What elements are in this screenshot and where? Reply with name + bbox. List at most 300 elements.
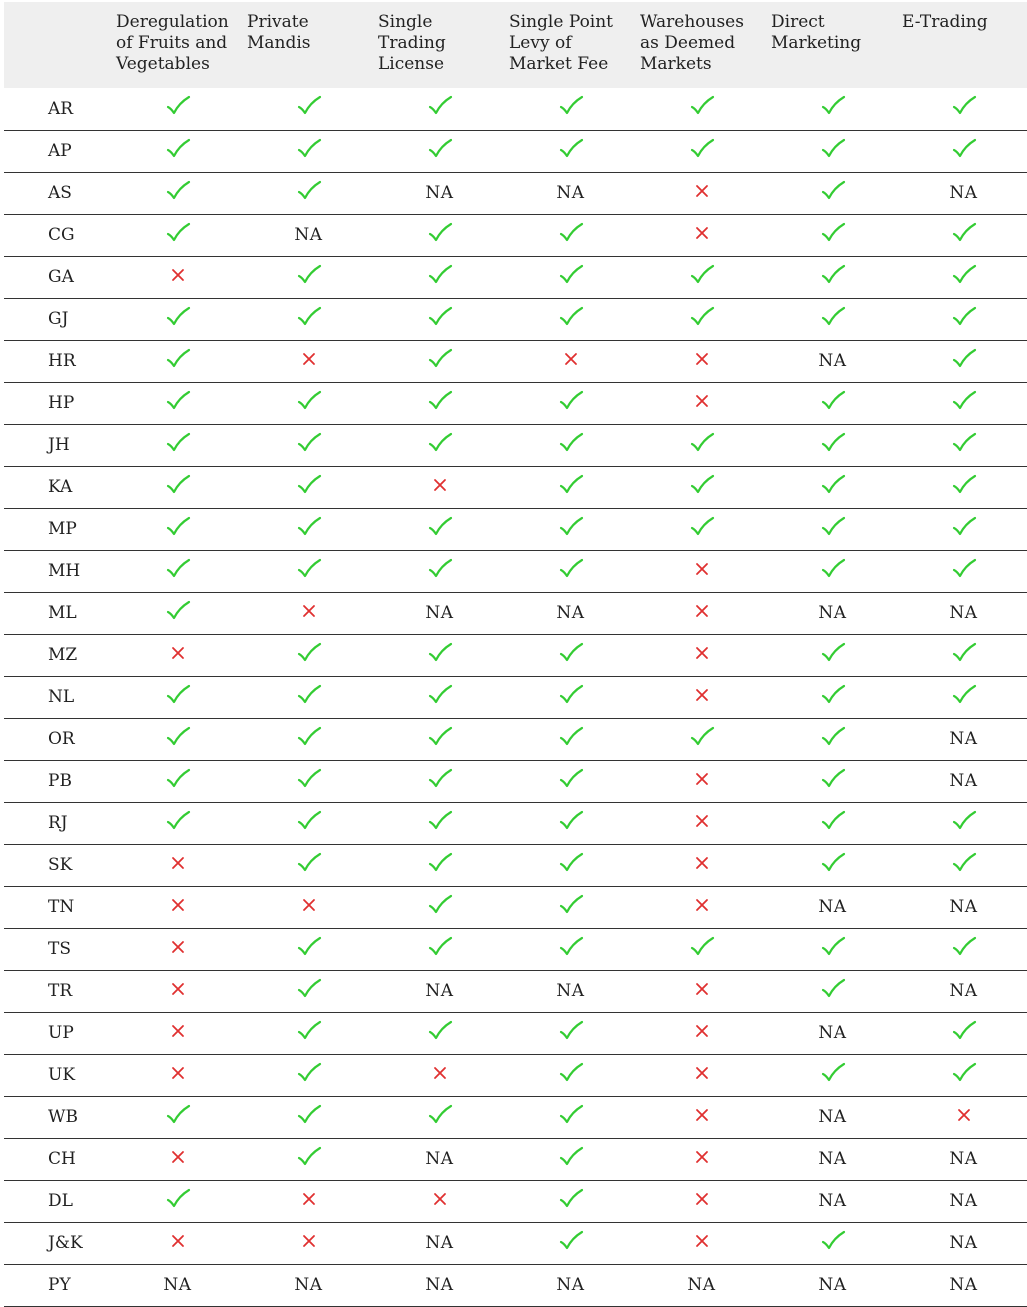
table-row bbox=[4, 634, 1027, 676]
status-cell bbox=[374, 382, 505, 424]
cross-icon bbox=[689, 600, 715, 622]
status-cell bbox=[505, 1054, 636, 1096]
status-cell bbox=[898, 550, 1027, 592]
status-cell bbox=[505, 718, 636, 760]
table-row bbox=[4, 1264, 1027, 1306]
check-icon bbox=[820, 516, 846, 538]
status-cell bbox=[636, 88, 767, 130]
na-label: NA bbox=[818, 1275, 847, 1295]
check-icon bbox=[951, 432, 977, 454]
check-icon bbox=[951, 516, 977, 538]
status-cell bbox=[505, 1264, 636, 1306]
na-label: NA bbox=[949, 1149, 978, 1169]
status-cell bbox=[243, 214, 374, 256]
na-label: NA bbox=[163, 1275, 192, 1295]
status-cell bbox=[505, 760, 636, 802]
cross-icon bbox=[689, 1020, 715, 1042]
na-label: NA bbox=[425, 1149, 454, 1169]
status-cell bbox=[898, 382, 1027, 424]
check-icon bbox=[689, 138, 715, 160]
status-cell bbox=[112, 88, 243, 130]
cross-icon bbox=[689, 1104, 715, 1126]
na-label: NA bbox=[425, 981, 454, 1001]
check-icon bbox=[558, 558, 584, 580]
check-icon bbox=[427, 810, 453, 832]
check-icon bbox=[820, 180, 846, 202]
status-cell bbox=[505, 382, 636, 424]
check-icon bbox=[951, 684, 977, 706]
status-cell bbox=[898, 424, 1027, 466]
status-cell bbox=[767, 970, 898, 1012]
na-label: NA bbox=[556, 183, 585, 203]
check-icon bbox=[296, 516, 322, 538]
status-cell bbox=[767, 928, 898, 970]
check-icon bbox=[558, 1188, 584, 1210]
check-icon bbox=[296, 936, 322, 958]
status-cell bbox=[505, 1222, 636, 1264]
status-cell bbox=[767, 1012, 898, 1054]
status-cell bbox=[374, 466, 505, 508]
status-cell bbox=[505, 1096, 636, 1138]
check-icon bbox=[296, 180, 322, 202]
state-code-cell: MH bbox=[48, 561, 81, 581]
status-cell bbox=[374, 1138, 505, 1180]
check-icon bbox=[558, 306, 584, 328]
check-icon bbox=[558, 726, 584, 748]
status-cell bbox=[243, 382, 374, 424]
status-cell bbox=[243, 1012, 374, 1054]
na-label: NA bbox=[818, 603, 847, 623]
cross-icon bbox=[689, 1062, 715, 1084]
check-icon bbox=[820, 810, 846, 832]
table-row bbox=[4, 1096, 1027, 1138]
check-icon bbox=[951, 1020, 977, 1042]
na-label: NA bbox=[818, 897, 847, 917]
status-cell bbox=[767, 718, 898, 760]
na-label: NA bbox=[818, 1149, 847, 1169]
status-cell bbox=[898, 760, 1027, 802]
status-cell bbox=[767, 1264, 898, 1306]
status-cell bbox=[243, 88, 374, 130]
check-icon bbox=[558, 95, 584, 117]
na-label: NA bbox=[949, 1233, 978, 1253]
status-cell bbox=[243, 1054, 374, 1096]
status-cell bbox=[767, 886, 898, 928]
check-icon bbox=[427, 1020, 453, 1042]
status-cell bbox=[243, 1264, 374, 1306]
check-icon bbox=[689, 432, 715, 454]
check-icon bbox=[427, 348, 453, 370]
cross-icon bbox=[296, 1188, 322, 1210]
state-code-cell: J&K bbox=[48, 1233, 83, 1253]
status-cell bbox=[767, 760, 898, 802]
status-cell bbox=[898, 1180, 1027, 1222]
check-icon bbox=[427, 264, 453, 286]
check-icon bbox=[558, 1062, 584, 1084]
status-cell bbox=[767, 340, 898, 382]
check-icon bbox=[820, 978, 846, 1000]
status-cell bbox=[505, 508, 636, 550]
check-icon bbox=[165, 684, 191, 706]
state-code-cell: SK bbox=[48, 855, 73, 875]
status-cell bbox=[243, 172, 374, 214]
state-code-cell: DL bbox=[48, 1191, 73, 1211]
status-cell bbox=[374, 298, 505, 340]
status-cell bbox=[112, 466, 243, 508]
status-cell bbox=[112, 676, 243, 718]
status-cell bbox=[374, 130, 505, 172]
header-cell-private-mandis: Private Mandis bbox=[247, 12, 311, 53]
cross-icon bbox=[296, 1230, 322, 1252]
status-cell bbox=[767, 130, 898, 172]
check-icon bbox=[558, 474, 584, 496]
status-cell bbox=[767, 1138, 898, 1180]
status-cell bbox=[505, 550, 636, 592]
status-cell bbox=[898, 88, 1027, 130]
check-icon bbox=[558, 810, 584, 832]
cross-icon bbox=[165, 894, 191, 916]
check-icon bbox=[951, 95, 977, 117]
na-label: NA bbox=[818, 351, 847, 371]
status-cell bbox=[767, 802, 898, 844]
status-cell bbox=[374, 1180, 505, 1222]
na-label: NA bbox=[949, 771, 978, 791]
status-cell bbox=[112, 214, 243, 256]
status-cell bbox=[112, 592, 243, 634]
status-cell bbox=[374, 886, 505, 928]
status-cell bbox=[636, 1096, 767, 1138]
check-icon bbox=[558, 894, 584, 916]
status-cell bbox=[374, 970, 505, 1012]
status-cell bbox=[374, 1012, 505, 1054]
status-cell bbox=[636, 1138, 767, 1180]
cross-icon bbox=[689, 894, 715, 916]
status-cell bbox=[505, 424, 636, 466]
status-cell bbox=[898, 676, 1027, 718]
na-label: NA bbox=[425, 603, 454, 623]
state-code-cell: PY bbox=[48, 1275, 71, 1295]
status-cell bbox=[112, 172, 243, 214]
cross-icon bbox=[427, 474, 453, 496]
check-icon bbox=[165, 810, 191, 832]
check-icon bbox=[165, 432, 191, 454]
status-cell bbox=[898, 130, 1027, 172]
status-cell bbox=[243, 760, 374, 802]
check-icon bbox=[820, 390, 846, 412]
table-row bbox=[4, 550, 1027, 592]
status-cell bbox=[767, 256, 898, 298]
state-code-cell: UK bbox=[48, 1065, 76, 1085]
status-cell bbox=[243, 256, 374, 298]
check-icon bbox=[427, 390, 453, 412]
status-cell bbox=[767, 1222, 898, 1264]
table-row bbox=[4, 592, 1027, 634]
cross-icon bbox=[689, 642, 715, 664]
table-row bbox=[4, 340, 1027, 382]
check-icon bbox=[427, 684, 453, 706]
status-cell bbox=[505, 928, 636, 970]
status-cell bbox=[505, 298, 636, 340]
check-icon bbox=[427, 936, 453, 958]
state-code-cell: AS bbox=[48, 183, 72, 203]
cross-icon bbox=[689, 1146, 715, 1168]
check-icon bbox=[558, 516, 584, 538]
cross-icon bbox=[165, 642, 191, 664]
reforms-table-page bbox=[4, 2, 1025, 1307]
check-icon bbox=[296, 390, 322, 412]
state-code-cell: CH bbox=[48, 1149, 76, 1169]
reforms-table bbox=[4, 2, 1027, 1307]
check-icon bbox=[296, 1146, 322, 1168]
status-cell bbox=[636, 382, 767, 424]
check-icon bbox=[558, 222, 584, 244]
check-icon bbox=[165, 306, 191, 328]
status-cell bbox=[636, 1054, 767, 1096]
check-icon bbox=[820, 474, 846, 496]
check-icon bbox=[558, 1146, 584, 1168]
check-icon bbox=[165, 600, 191, 622]
check-icon bbox=[951, 642, 977, 664]
cross-icon bbox=[689, 222, 715, 244]
header-row bbox=[4, 2, 1027, 88]
check-icon bbox=[689, 264, 715, 286]
status-cell bbox=[243, 550, 374, 592]
state-code-cell: MP bbox=[48, 519, 77, 539]
status-cell bbox=[243, 1222, 374, 1264]
cross-icon bbox=[427, 1062, 453, 1084]
na-label: NA bbox=[949, 729, 978, 749]
status-cell bbox=[636, 172, 767, 214]
check-icon bbox=[165, 390, 191, 412]
na-label: NA bbox=[949, 1275, 978, 1295]
status-cell bbox=[636, 928, 767, 970]
status-cell bbox=[898, 214, 1027, 256]
check-icon bbox=[165, 222, 191, 244]
check-icon bbox=[820, 432, 846, 454]
status-cell bbox=[636, 634, 767, 676]
check-icon bbox=[427, 222, 453, 244]
check-icon bbox=[820, 852, 846, 874]
status-cell bbox=[112, 1096, 243, 1138]
cross-icon bbox=[558, 348, 584, 370]
check-icon bbox=[820, 726, 846, 748]
status-cell bbox=[243, 508, 374, 550]
check-icon bbox=[820, 936, 846, 958]
header-cell-single-trading-license: Single Trading License bbox=[378, 12, 446, 74]
state-code-cell: GJ bbox=[48, 309, 69, 329]
status-cell bbox=[767, 214, 898, 256]
check-icon bbox=[165, 516, 191, 538]
check-icon bbox=[296, 1104, 322, 1126]
na-label: NA bbox=[949, 897, 978, 917]
check-icon bbox=[165, 1188, 191, 1210]
header-cell-e-trading: E-Trading bbox=[902, 12, 988, 32]
status-cell bbox=[898, 1264, 1027, 1306]
check-icon bbox=[427, 768, 453, 790]
table-row bbox=[4, 382, 1027, 424]
table-row bbox=[4, 1012, 1027, 1054]
cross-icon bbox=[165, 1062, 191, 1084]
status-cell bbox=[898, 1096, 1027, 1138]
status-cell bbox=[898, 928, 1027, 970]
check-icon bbox=[951, 558, 977, 580]
table-row bbox=[4, 88, 1027, 130]
cross-icon bbox=[296, 600, 322, 622]
check-icon bbox=[558, 642, 584, 664]
check-icon bbox=[689, 95, 715, 117]
status-cell bbox=[636, 340, 767, 382]
cross-icon bbox=[689, 390, 715, 412]
status-cell bbox=[243, 676, 374, 718]
check-icon bbox=[558, 264, 584, 286]
check-icon bbox=[951, 138, 977, 160]
na-label: NA bbox=[949, 603, 978, 623]
check-icon bbox=[427, 306, 453, 328]
status-cell bbox=[243, 718, 374, 760]
cross-icon bbox=[296, 348, 322, 370]
status-cell bbox=[898, 172, 1027, 214]
status-cell bbox=[112, 298, 243, 340]
status-cell bbox=[636, 970, 767, 1012]
status-cell bbox=[505, 970, 636, 1012]
status-cell bbox=[243, 424, 374, 466]
check-icon bbox=[427, 726, 453, 748]
status-cell bbox=[112, 1180, 243, 1222]
check-icon bbox=[296, 726, 322, 748]
table-row bbox=[4, 1138, 1027, 1180]
table-row bbox=[4, 1180, 1027, 1222]
na-label: NA bbox=[949, 183, 978, 203]
check-icon bbox=[296, 768, 322, 790]
status-cell bbox=[374, 256, 505, 298]
status-cell bbox=[767, 172, 898, 214]
table-row bbox=[4, 424, 1027, 466]
check-icon bbox=[165, 726, 191, 748]
status-cell bbox=[767, 298, 898, 340]
table-row bbox=[4, 214, 1027, 256]
table-row bbox=[4, 676, 1027, 718]
status-cell bbox=[898, 718, 1027, 760]
status-cell bbox=[636, 844, 767, 886]
status-cell bbox=[374, 1096, 505, 1138]
status-cell bbox=[898, 508, 1027, 550]
na-label: NA bbox=[818, 1107, 847, 1127]
cross-icon bbox=[165, 852, 191, 874]
cross-icon bbox=[165, 264, 191, 286]
table-row bbox=[4, 928, 1027, 970]
status-cell bbox=[636, 298, 767, 340]
status-cell bbox=[374, 760, 505, 802]
status-cell bbox=[636, 592, 767, 634]
status-cell bbox=[112, 424, 243, 466]
header-cell-warehouses: Warehouses as Deemed Markets bbox=[640, 12, 744, 74]
check-icon bbox=[165, 138, 191, 160]
status-cell bbox=[243, 466, 374, 508]
status-cell bbox=[112, 1138, 243, 1180]
check-icon bbox=[820, 558, 846, 580]
na-label: NA bbox=[818, 1191, 847, 1211]
status-cell bbox=[243, 970, 374, 1012]
state-code-cell: AP bbox=[48, 141, 72, 161]
table-body bbox=[4, 88, 1027, 1306]
status-cell bbox=[243, 928, 374, 970]
status-cell bbox=[505, 802, 636, 844]
status-cell bbox=[898, 1138, 1027, 1180]
cross-icon bbox=[165, 936, 191, 958]
status-cell bbox=[112, 634, 243, 676]
check-icon bbox=[689, 936, 715, 958]
status-cell bbox=[112, 1012, 243, 1054]
check-icon bbox=[689, 474, 715, 496]
status-cell bbox=[505, 130, 636, 172]
status-cell bbox=[505, 592, 636, 634]
status-cell bbox=[374, 1264, 505, 1306]
status-cell bbox=[898, 466, 1027, 508]
check-icon bbox=[165, 768, 191, 790]
na-label: NA bbox=[556, 1275, 585, 1295]
check-icon bbox=[296, 138, 322, 160]
table-row bbox=[4, 886, 1027, 928]
status-cell bbox=[243, 1180, 374, 1222]
na-label: NA bbox=[425, 1233, 454, 1253]
status-cell bbox=[243, 1096, 374, 1138]
status-cell bbox=[767, 1096, 898, 1138]
status-cell bbox=[898, 592, 1027, 634]
status-cell bbox=[767, 382, 898, 424]
status-cell bbox=[636, 466, 767, 508]
cross-icon bbox=[689, 684, 715, 706]
status-cell bbox=[112, 1222, 243, 1264]
state-code-cell: MZ bbox=[48, 645, 78, 665]
state-code-cell: ML bbox=[48, 603, 77, 623]
check-icon bbox=[165, 1104, 191, 1126]
check-icon bbox=[820, 264, 846, 286]
check-icon bbox=[820, 222, 846, 244]
state-code-cell: AR bbox=[48, 98, 74, 119]
cross-icon bbox=[165, 978, 191, 1000]
na-label: NA bbox=[556, 981, 585, 1001]
status-cell bbox=[243, 592, 374, 634]
status-cell bbox=[636, 1264, 767, 1306]
status-cell bbox=[374, 802, 505, 844]
check-icon bbox=[820, 1230, 846, 1252]
status-cell bbox=[767, 634, 898, 676]
status-cell bbox=[374, 508, 505, 550]
na-label: NA bbox=[818, 1023, 847, 1043]
status-cell bbox=[374, 424, 505, 466]
check-icon bbox=[820, 138, 846, 160]
status-cell bbox=[505, 1138, 636, 1180]
status-cell bbox=[374, 592, 505, 634]
status-cell bbox=[505, 676, 636, 718]
status-cell bbox=[374, 1222, 505, 1264]
check-icon bbox=[558, 936, 584, 958]
status-cell bbox=[636, 424, 767, 466]
status-cell bbox=[243, 634, 374, 676]
check-icon bbox=[427, 432, 453, 454]
status-cell bbox=[636, 802, 767, 844]
check-icon bbox=[427, 642, 453, 664]
check-icon bbox=[558, 1104, 584, 1126]
check-icon bbox=[296, 306, 322, 328]
cross-icon bbox=[165, 1020, 191, 1042]
status-cell bbox=[898, 634, 1027, 676]
header-cell-direct-marketing: Direct Marketing bbox=[771, 12, 862, 53]
check-icon bbox=[296, 684, 322, 706]
status-cell bbox=[243, 1138, 374, 1180]
status-cell bbox=[112, 970, 243, 1012]
status-cell bbox=[505, 214, 636, 256]
